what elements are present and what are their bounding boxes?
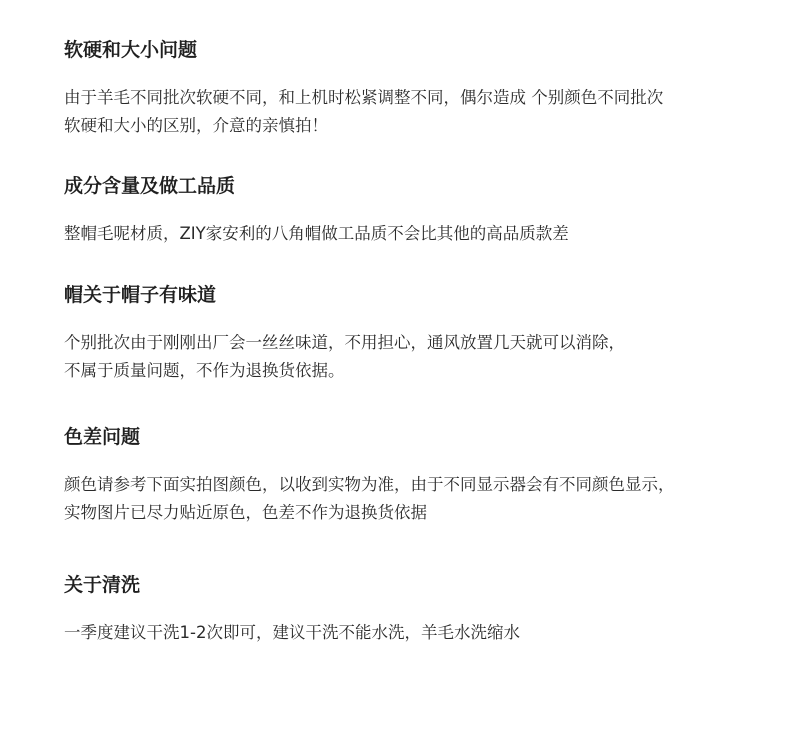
section-heading: 色差问题: [64, 426, 141, 448]
body-line: 个别批次由于刚刚出厂会一丝丝味道，不用担心，通风放置几天就可以消除，: [64, 333, 625, 352]
body-line: 由于羊毛不同批次软硬不同，和上机时松紧调整不同，偶尔造成 个别颜色不同批次: [64, 88, 664, 107]
section-material-quality: [64, 174, 754, 248]
section-body: [64, 471, 754, 527]
body-line: 实物图片已尽力贴近原色，色差不作为退换货依据: [64, 503, 427, 522]
section-color-difference: [64, 425, 754, 527]
section-heading: 成分含量及做工品质: [64, 175, 236, 197]
body-line: 颜色请参考下面实拍图颜色，以收到实物为准，由于不同显示器会有不同颜色显示，: [64, 475, 675, 494]
section-heading: 关于清洗: [64, 574, 141, 596]
section-body: [64, 329, 754, 385]
section-heading: 帽关于帽子有味道: [64, 284, 217, 306]
body-line: 软硬和大小的区别，介意的亲慎拍！: [64, 116, 328, 135]
section-body: [64, 619, 754, 647]
section-cleaning: [64, 573, 754, 647]
section-softness-size: [64, 38, 754, 140]
section-body: [64, 84, 754, 140]
section-body: [64, 220, 754, 248]
body-line: 不属于质量问题，不作为退换货依据。: [64, 361, 345, 380]
section-heading: 软硬和大小问题: [64, 39, 198, 61]
section-hat-odor: [64, 283, 754, 385]
body-line: 一季度建议干洗1-2次即可，建议干洗不能水洗，羊毛水洗缩水: [64, 623, 520, 642]
body-line: 整帽毛呢材质，ZIY家安利的八角帽做工品质不会比其他的高品质款差: [64, 224, 569, 243]
